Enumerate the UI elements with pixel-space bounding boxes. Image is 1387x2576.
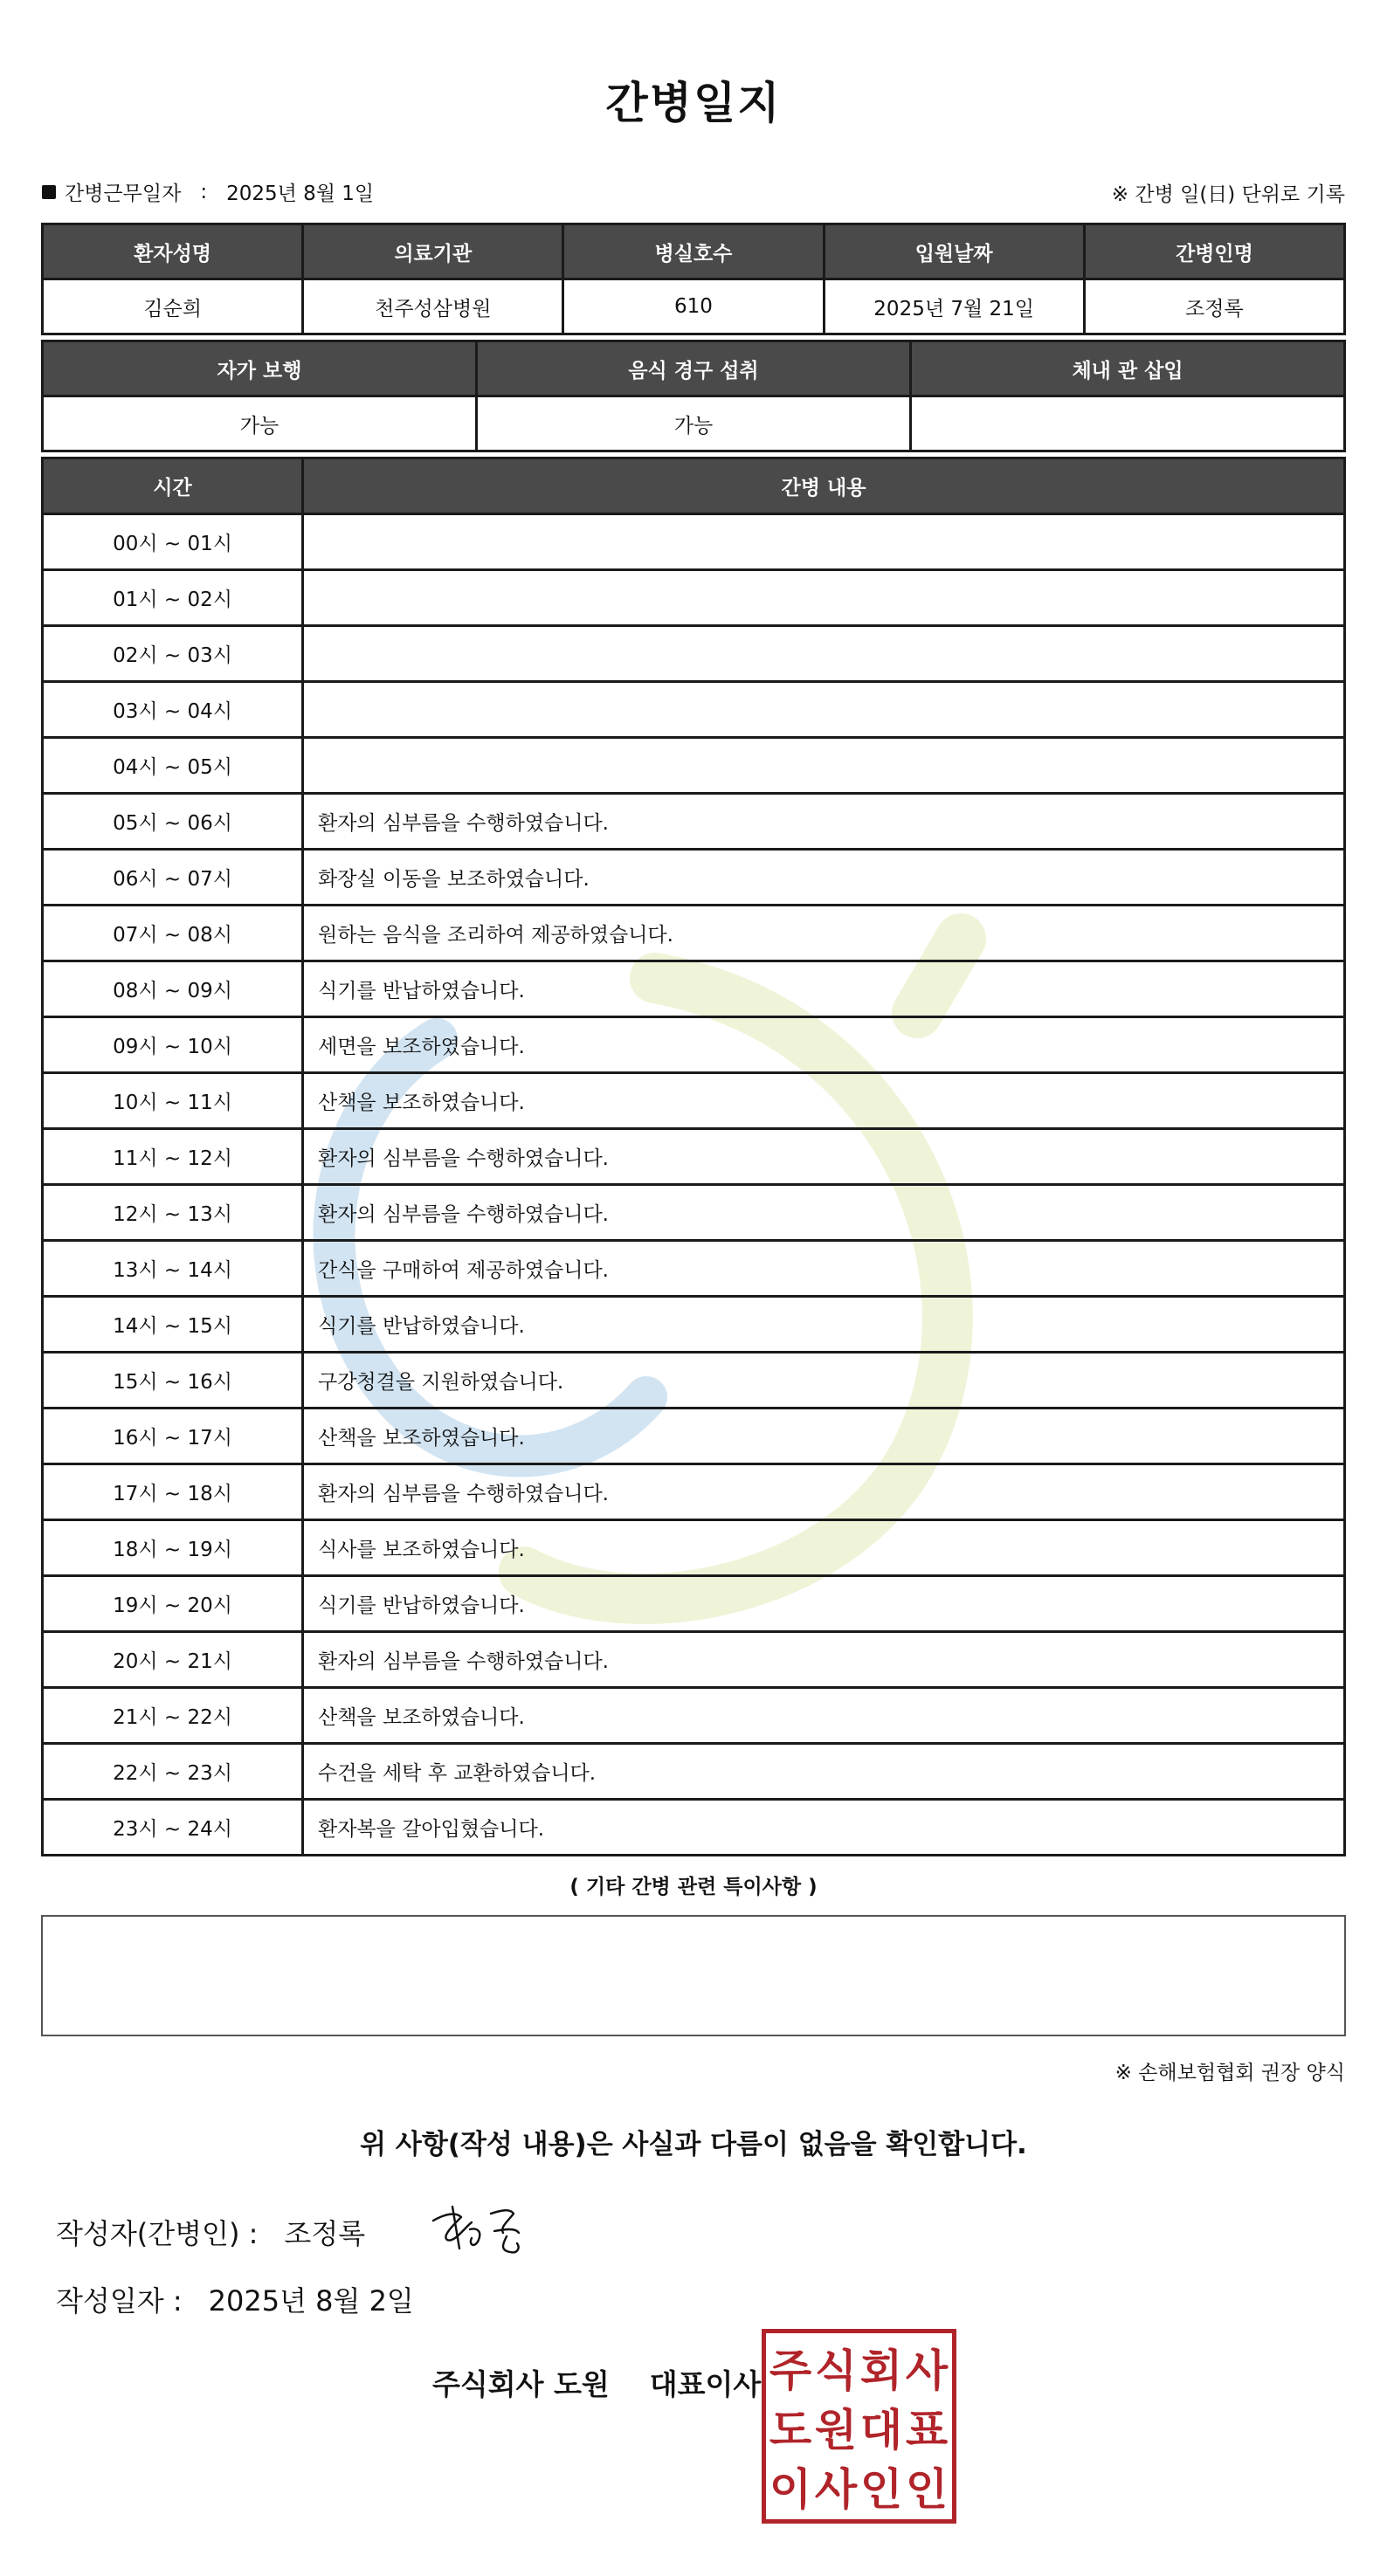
table-row [43, 1800, 1345, 1856]
day-unit-note: ※ 간병 일(日) 단위로 기록 [1111, 183, 1345, 206]
care-content-cell: 환자의 심부름을 수행하였습니다. [303, 1129, 1345, 1185]
time-cell: 14시 ~ 15시 [43, 1297, 303, 1353]
care-content-cell: 환자의 심부름을 수행하였습니다. [303, 1185, 1345, 1241]
table-row [43, 1744, 1345, 1800]
stamp-glyph: 인 [905, 2464, 949, 2515]
table-row [43, 396, 1345, 451]
table-row [43, 738, 1345, 794]
caregiver-name: 조정록 [1084, 279, 1344, 334]
time-cell: 19시 ~ 20시 [43, 1576, 303, 1632]
handwritten-signature [426, 2187, 540, 2266]
header-cell: 체내 관 삽입 [911, 341, 1345, 396]
header-cell: 의료기관 [303, 224, 563, 279]
table-row [43, 1632, 1345, 1688]
care-content-cell [303, 626, 1345, 682]
care-content-cell: 구강청결을 지원하였습니다. [303, 1353, 1345, 1409]
table-row [43, 1409, 1345, 1464]
header-cell: 음식 경구 섭취 [477, 341, 911, 396]
table-header-row [43, 341, 1345, 396]
stamp-glyph: 원 [814, 2405, 858, 2455]
care-content-cell: 화장실 이동을 보조하였습니다. [303, 850, 1345, 906]
header-cell: 간병인명 [1084, 224, 1344, 279]
care-content-cell: 환자의 심부름을 수행하였습니다. [303, 1632, 1345, 1688]
stamp-glyph: 주 [769, 2345, 812, 2396]
care-content-cell: 식사를 보조하였습니다. [303, 1520, 1345, 1576]
table-row [43, 850, 1345, 906]
time-cell: 20시 ~ 21시 [43, 1632, 303, 1688]
company-role: 대표이사 [649, 2367, 762, 2401]
time-cell: 23시 ~ 24시 [43, 1800, 303, 1856]
care-content-cell: 세면을 보조하였습니다. [303, 1017, 1345, 1073]
form-note: ※ 손해보험협회 권장 양식 [1114, 2062, 1345, 2084]
written-date-line [56, 2279, 414, 2319]
stamp-glyph: 이 [769, 2464, 812, 2515]
care-content-cell: 간식을 구매하여 제공하였습니다. [303, 1241, 1345, 1297]
confirmation-statement: 위 사항(작성 내용)은 사실과 다름이 없음을 확인합니다. [360, 2129, 1027, 2160]
care-content-cell [303, 570, 1345, 626]
stamp-glyph: 회 [859, 2345, 903, 2396]
care-content-cell: 산책을 보조하였습니다. [303, 1409, 1345, 1464]
table-row [43, 961, 1345, 1017]
work-date-separator: : [200, 180, 208, 203]
header-cell: 시간 [43, 458, 303, 514]
care-content-cell: 환자의 심부름을 수행하였습니다. [303, 794, 1345, 850]
stamp-glyph: 표 [905, 2405, 949, 2455]
notes-box [41, 1915, 1346, 2036]
header-cell: 환자성명 [43, 224, 303, 279]
time-cell: 05시 ~ 06시 [43, 794, 303, 850]
table-row [43, 682, 1345, 738]
table-row [43, 1353, 1345, 1409]
time-cell: 12시 ~ 13시 [43, 1185, 303, 1241]
work-date [42, 177, 374, 206]
work-date-value: 2025년 8월 1일 [226, 183, 375, 205]
time-cell: 13시 ~ 14시 [43, 1241, 303, 1297]
table-row [43, 1297, 1345, 1353]
header-cell: 입원날짜 [824, 224, 1084, 279]
table-header-row [43, 224, 1345, 279]
table-row [43, 1688, 1345, 1744]
tube-insertion-value [911, 396, 1345, 451]
patient-name: 김순희 [43, 279, 303, 334]
time-cell: 03시 ~ 04시 [43, 682, 303, 738]
header-cell: 간병 내용 [303, 458, 1345, 514]
table-row [43, 1520, 1345, 1576]
time-cell: 15시 ~ 16시 [43, 1353, 303, 1409]
time-cell: 01시 ~ 02시 [43, 570, 303, 626]
page-title: 간병일지 [605, 78, 782, 128]
time-cell: 16시 ~ 17시 [43, 1409, 303, 1464]
time-cell: 09시 ~ 10시 [43, 1017, 303, 1073]
table-row [43, 906, 1345, 961]
written-date-label: 작성일자 : [56, 2284, 183, 2318]
time-cell: 06시 ~ 07시 [43, 850, 303, 906]
table-row [43, 1464, 1345, 1520]
time-cell: 18시 ~ 19시 [43, 1520, 303, 1576]
company-signature-line [432, 2362, 761, 2403]
bullet-square-icon [42, 185, 56, 199]
time-cell: 07시 ~ 08시 [43, 906, 303, 961]
time-cell: 02시 ~ 03시 [43, 626, 303, 682]
oral-intake-value: 가능 [477, 396, 911, 451]
care-content-cell [303, 682, 1345, 738]
care-content-cell: 원하는 음식을 조리하여 제공하였습니다. [303, 906, 1345, 961]
time-cell: 17시 ~ 18시 [43, 1464, 303, 1520]
time-cell: 00시 ~ 01시 [43, 514, 303, 570]
stamp-glyph: 사 [905, 2345, 949, 2396]
header-cell: 자가 보행 [43, 341, 477, 396]
care-content-cell: 산책을 보조하였습니다. [303, 1073, 1345, 1129]
care-content-cell: 식기를 반납하였습니다. [303, 961, 1345, 1017]
stamp-glyph: 인 [859, 2464, 903, 2515]
stamp-glyph: 사 [814, 2464, 858, 2515]
table-row [43, 1185, 1345, 1241]
room-number: 610 [563, 279, 824, 334]
admission-date: 2025년 7월 21일 [824, 279, 1084, 334]
care-content-cell: 산책을 보조하였습니다. [303, 1688, 1345, 1744]
patient-info-table [41, 223, 1346, 335]
care-content-cell: 수건을 세탁 후 교환하였습니다. [303, 1744, 1345, 1800]
table-header-row [43, 458, 1345, 514]
company-name: 주식회사 도원 [432, 2367, 610, 2401]
table-row [43, 1576, 1345, 1632]
work-date-label: 간병근무일자 [65, 183, 182, 205]
medical-institution: 천주성삼병원 [303, 279, 563, 334]
care-content-cell: 환자복을 갈아입혔습니다. [303, 1800, 1345, 1856]
care-content-cell [303, 514, 1345, 570]
care-content-cell: 식기를 반납하였습니다. [303, 1576, 1345, 1632]
care-log-table [41, 457, 1346, 1856]
company-seal-stamp [762, 2329, 956, 2524]
writer-line [56, 2212, 365, 2252]
time-cell: 21시 ~ 22시 [43, 1688, 303, 1744]
care-content-cell: 식기를 반납하였습니다. [303, 1297, 1345, 1353]
writer-name: 조정록 [284, 2217, 366, 2250]
time-cell: 10시 ~ 11시 [43, 1073, 303, 1129]
header-cell: 병실호수 [563, 224, 824, 279]
table-row [43, 794, 1345, 850]
table-row [43, 514, 1345, 570]
table-row [43, 1241, 1345, 1297]
table-row [43, 279, 1345, 334]
table-row [43, 570, 1345, 626]
time-cell: 04시 ~ 05시 [43, 738, 303, 794]
care-content-cell: 환자의 심부름을 수행하였습니다. [303, 1464, 1345, 1520]
table-row [43, 1073, 1345, 1129]
stamp-glyph: 도 [769, 2405, 812, 2455]
self-walking-value: 가능 [43, 396, 477, 451]
written-date-value: 2025년 8월 2일 [208, 2284, 414, 2318]
stamp-glyph: 대 [859, 2405, 903, 2455]
time-cell: 22시 ~ 23시 [43, 1744, 303, 1800]
table-row [43, 1129, 1345, 1185]
care-content-cell [303, 738, 1345, 794]
writer-label: 작성자(간병인) : [56, 2217, 259, 2250]
notes-title: ( 기타 간병 관련 특이사항 ) [569, 1876, 818, 1898]
time-cell: 08시 ~ 09시 [43, 961, 303, 1017]
table-row [43, 1017, 1345, 1073]
patient-ability-table [41, 340, 1346, 452]
table-row [43, 626, 1345, 682]
time-cell: 11시 ~ 12시 [43, 1129, 303, 1185]
stamp-glyph: 식 [814, 2345, 858, 2396]
